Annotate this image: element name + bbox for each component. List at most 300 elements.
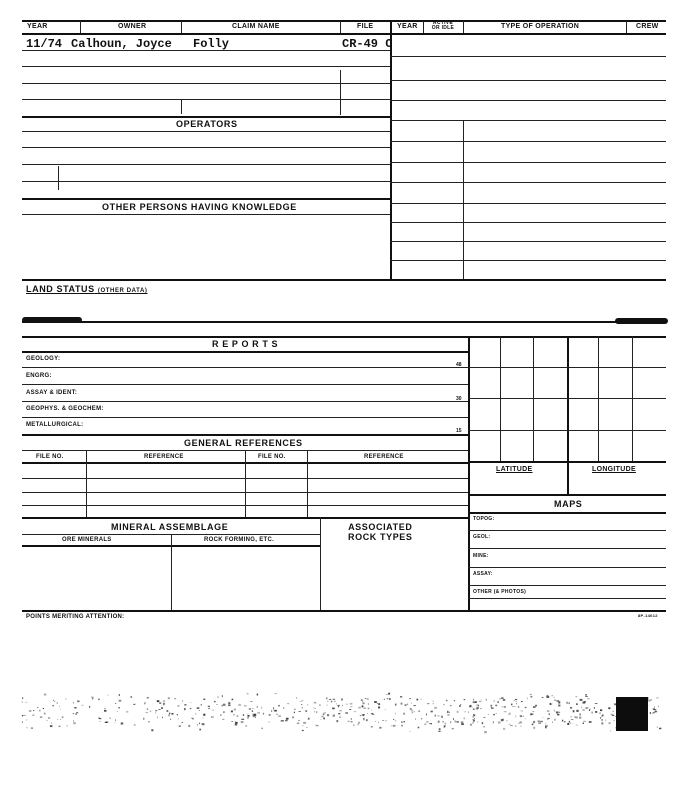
scan-noise-speck xyxy=(257,706,258,708)
header-divider xyxy=(80,21,81,33)
map-mine: MINE: xyxy=(473,553,489,559)
entry-file: CR-49 C xyxy=(342,37,393,51)
scan-noise-speck xyxy=(657,727,658,728)
scan-noise-speck xyxy=(73,722,75,724)
scan-noise-speck xyxy=(530,694,532,695)
scan-noise-speck xyxy=(513,706,514,707)
scan-noise-speck xyxy=(104,710,107,712)
scan-noise-speck xyxy=(533,727,535,729)
right-divider xyxy=(463,120,464,279)
owner-row-line xyxy=(22,83,390,84)
scan-noise-speck xyxy=(360,715,362,716)
scan-noise-speck xyxy=(443,704,445,705)
scan-noise-speck xyxy=(323,718,325,720)
scan-noise-speck xyxy=(177,714,178,715)
scan-noise-speck xyxy=(241,719,244,720)
operation-row-line xyxy=(390,241,666,242)
scan-noise-speck xyxy=(294,712,295,713)
scan-noise-speck xyxy=(439,728,441,730)
scan-noise-speck xyxy=(362,714,365,715)
scan-noise-speck xyxy=(331,701,332,703)
land-status-title xyxy=(26,284,148,294)
scan-noise-speck xyxy=(25,702,28,703)
map-topog: TOPOG: xyxy=(473,516,495,522)
associated-line: ASSOCIATED xyxy=(348,522,413,532)
report-assay: ASSAY & IDENT: xyxy=(26,390,78,396)
scan-noise-speck xyxy=(515,701,517,702)
scan-noise-speck xyxy=(313,707,314,708)
form-number: 8P-14612 xyxy=(638,613,658,618)
header-owner: OWNER xyxy=(118,23,147,30)
scan-noise-speck xyxy=(199,710,200,711)
scan-noise-speck xyxy=(412,710,413,712)
scan-noise-speck xyxy=(333,715,335,717)
scan-noise-speck xyxy=(566,702,568,704)
scan-noise-speck xyxy=(488,714,489,715)
scan-noise-speck xyxy=(521,701,523,702)
scan-noise-speck xyxy=(531,696,533,698)
scan-noise-speck xyxy=(366,719,368,721)
header-file: FILE xyxy=(357,23,374,30)
scan-noise-speck xyxy=(385,721,387,722)
scan-noise-speck xyxy=(538,722,541,723)
scan-noise-speck xyxy=(518,723,520,724)
scan-noise-speck xyxy=(450,721,451,723)
scan-noise-speck xyxy=(26,720,28,721)
entry-claim-name: Folly xyxy=(193,37,230,51)
scan-noise-speck xyxy=(511,704,512,706)
scan-noise-speck xyxy=(595,703,598,704)
scan-noise-speck xyxy=(192,718,194,719)
scan-noise-speck xyxy=(43,708,44,709)
scan-noise-speck xyxy=(130,696,132,697)
scan-noise-speck xyxy=(438,731,440,732)
scan-noise-speck xyxy=(327,701,328,702)
operators-top-line xyxy=(22,116,390,118)
scan-noise-speck xyxy=(349,709,351,710)
scan-noise-speck xyxy=(317,725,319,726)
scan-noise-speck xyxy=(339,710,342,711)
scan-noise-speck xyxy=(576,710,578,712)
scan-noise-speck xyxy=(327,705,328,706)
scan-noise-speck xyxy=(515,715,516,717)
scan-noise-speck xyxy=(582,707,583,709)
scan-noise-speck xyxy=(576,725,578,726)
scan-noise-speck xyxy=(162,717,163,718)
scan-noise-speck xyxy=(648,700,651,702)
scan-noise-speck xyxy=(163,700,165,702)
scan-noise-speck xyxy=(395,713,396,715)
scan-noise-speck xyxy=(594,707,595,709)
scan-noise-speck xyxy=(379,727,381,729)
scan-noise-speck xyxy=(247,715,249,716)
scan-noise-speck xyxy=(22,697,23,699)
scan-noise-speck xyxy=(249,709,251,710)
scan-noise-speck xyxy=(510,712,511,713)
scan-noise-speck xyxy=(404,721,405,722)
land-status-sub: (OTHER DATA) xyxy=(97,288,148,294)
report-geology: GEOLOGY: xyxy=(26,356,61,362)
scan-noise-speck xyxy=(47,720,48,721)
scan-noise-speck xyxy=(438,721,440,723)
rock-forming-label: ROCK FORMING, ETC. xyxy=(204,537,275,543)
scan-noise-speck xyxy=(459,705,461,707)
scan-noise-speck xyxy=(57,719,58,720)
scan-noise-speck xyxy=(600,712,601,714)
scan-noise-speck xyxy=(188,725,190,727)
scan-noise-speck xyxy=(479,701,481,702)
scan-noise-speck xyxy=(339,717,341,718)
scan-noise-speck xyxy=(474,718,475,719)
scan-noise-speck xyxy=(268,722,270,723)
scan-noise-speck xyxy=(237,715,239,717)
scan-noise-speck xyxy=(59,706,60,708)
ref-file-no: FILE NO. xyxy=(36,454,64,460)
other-persons-header-line xyxy=(22,214,390,215)
other-persons-title: OTHER PERSONS HAVING KNOWLEDGE xyxy=(102,202,297,212)
scan-noise-speck xyxy=(585,696,588,697)
scan-noise-speck xyxy=(338,706,339,708)
scan-noise-speck xyxy=(323,714,325,715)
map-row-line xyxy=(468,598,666,599)
entry-owner: Calhoun, Joyce xyxy=(71,37,172,51)
scan-noise-speck xyxy=(81,705,83,706)
scan-noise-speck xyxy=(484,731,487,733)
scan-noise-speck xyxy=(197,707,200,709)
scan-noise-speck xyxy=(543,717,544,718)
scan-noise-speck xyxy=(569,702,570,704)
scan-noise-speck xyxy=(364,708,366,709)
scan-noise-speck xyxy=(473,709,475,710)
scan-noise-speck xyxy=(201,704,202,705)
grid-line xyxy=(468,430,666,431)
scan-noise-speck xyxy=(292,717,293,719)
scan-noise-speck xyxy=(385,709,386,710)
scan-noise-speck xyxy=(235,722,238,724)
scan-noise-speck xyxy=(530,714,532,716)
scan-noise-speck xyxy=(327,714,329,716)
scan-noise-speck xyxy=(656,697,659,698)
scan-noise-speck xyxy=(554,710,555,712)
scan-noise-speck xyxy=(182,700,183,701)
scan-noise-speck xyxy=(261,728,263,729)
scan-noise-speck xyxy=(99,718,100,720)
scan-noise-speck xyxy=(50,725,53,727)
mineral-divider xyxy=(171,535,172,610)
scan-noise-speck xyxy=(388,693,390,695)
scan-noise-speck xyxy=(190,708,192,709)
scan-noise-speck xyxy=(263,714,265,715)
reports-top-line xyxy=(22,336,666,338)
scan-noise-speck xyxy=(480,708,482,709)
scan-noise-speck xyxy=(217,697,219,698)
scan-noise-speck xyxy=(245,725,247,727)
scan-noise-speck xyxy=(583,721,586,722)
scan-noise-speck xyxy=(178,705,180,707)
scan-noise-speck xyxy=(516,725,517,727)
scan-noise-speck xyxy=(452,728,454,729)
associated-rock-types-title xyxy=(348,522,413,542)
scan-noise-speck xyxy=(286,719,288,721)
grid-line xyxy=(468,367,666,368)
scan-noise-speck xyxy=(545,724,546,725)
grid-line xyxy=(468,398,666,399)
scan-noise-speck xyxy=(115,703,116,704)
scan-noise-speck xyxy=(117,711,118,712)
scan-noise-speck xyxy=(527,698,528,700)
scan-noise-speck xyxy=(575,717,578,719)
scan-noise-speck xyxy=(515,699,517,700)
scan-noise-speck xyxy=(386,694,388,695)
scan-noise-speck xyxy=(320,719,321,720)
scan-noise-speck xyxy=(66,698,67,699)
scan-noise-speck xyxy=(472,722,474,724)
scan-noise-speck xyxy=(248,717,249,719)
scan-noise-speck xyxy=(447,715,449,716)
scan-noise-speck xyxy=(555,719,556,721)
scan-noise-speck xyxy=(324,712,327,713)
scan-noise-speck xyxy=(418,727,420,729)
scan-noise-speck xyxy=(446,700,447,701)
scan-noise-speck xyxy=(278,715,281,716)
scan-noise-speck xyxy=(336,703,337,704)
scan-noise-speck xyxy=(427,703,429,704)
scan-noise-speck xyxy=(297,723,300,724)
scan-noise-speck xyxy=(91,697,94,698)
scan-noise-speck xyxy=(547,711,550,712)
scan-noise-speck xyxy=(89,706,90,708)
scan-noise-speck xyxy=(570,716,572,717)
scan-noise-speck xyxy=(319,704,320,705)
scan-noise-speck xyxy=(115,722,116,723)
scan-noise-speck xyxy=(73,702,74,704)
scan-noise-speck xyxy=(336,720,338,722)
scan-noise-speck xyxy=(387,698,389,699)
scan-noise-speck xyxy=(520,715,522,717)
scan-noise-speck xyxy=(254,714,257,716)
rock-types-line: ROCK TYPES xyxy=(348,532,413,542)
scan-noise-speck xyxy=(473,701,475,703)
land-status-bottom-line xyxy=(22,321,666,323)
scan-noise-speck xyxy=(653,712,655,713)
mineral-assemblage-title: MINERAL ASSEMBLAGE xyxy=(111,522,229,532)
report-row-line xyxy=(22,401,468,402)
scan-noise-speck xyxy=(521,726,522,727)
scan-noise-speck xyxy=(363,702,365,704)
maps-top-line xyxy=(468,494,666,496)
scan-noise-speck xyxy=(504,706,506,708)
scan-noise-speck xyxy=(559,712,561,713)
scan-noise-speck xyxy=(658,706,659,708)
scan-noise-speck xyxy=(199,723,200,725)
scan-noise-speck xyxy=(457,711,459,713)
scan-noise-speck xyxy=(234,714,235,715)
scan-noise-speck xyxy=(220,714,221,716)
scan-noise-speck xyxy=(221,705,223,707)
scan-noise-speck xyxy=(478,705,479,707)
upper-form-bottom-line xyxy=(22,279,666,281)
scan-noise-speck xyxy=(184,704,186,706)
scan-noise-speck xyxy=(350,703,353,705)
scan-noise-speck xyxy=(470,705,472,707)
scan-noise-speck xyxy=(483,717,485,718)
reports-header-line xyxy=(22,351,468,353)
scan-noise-speck xyxy=(278,705,280,707)
scan-noise-speck xyxy=(557,712,558,713)
scan-noise-speck xyxy=(395,720,396,721)
scan-noise-speck xyxy=(367,713,368,714)
left-divider xyxy=(340,70,341,115)
scan-noise-speck xyxy=(244,705,247,706)
scan-noise-speck xyxy=(298,720,300,721)
scan-noise-speck xyxy=(573,723,574,724)
map-row-line xyxy=(468,530,666,531)
map-assay: ASSAY: xyxy=(473,571,493,577)
scan-noise-speck xyxy=(157,700,160,702)
scan-noise-speck xyxy=(433,703,434,704)
header-divider xyxy=(181,21,182,33)
scan-noise-speck xyxy=(443,721,444,722)
scan-noise-speck xyxy=(502,707,504,708)
scan-noise-speck xyxy=(503,718,504,720)
scan-noise-speck xyxy=(401,703,403,705)
map-row-line xyxy=(468,585,666,586)
scan-noise-speck xyxy=(377,703,378,704)
scan-noise-speck xyxy=(497,701,499,703)
maps-title: MAPS xyxy=(554,499,583,509)
scan-noise-speck xyxy=(57,703,58,704)
scan-noise-band xyxy=(20,690,670,770)
scan-noise-speck xyxy=(403,713,405,715)
scan-noise-speck xyxy=(314,702,317,704)
scan-noise-speck xyxy=(431,711,433,713)
scan-noise-speck xyxy=(363,718,365,719)
owner-row-line xyxy=(22,99,390,100)
scan-noise-speck xyxy=(601,722,603,724)
scan-noise-speck xyxy=(332,708,335,710)
scan-noise-speck xyxy=(329,699,331,700)
scan-noise-speck xyxy=(482,723,483,724)
scan-noise-speck xyxy=(585,694,587,695)
scan-noise-speck xyxy=(564,721,565,722)
scan-noise-speck xyxy=(174,698,176,699)
scan-noise-speck xyxy=(169,714,170,716)
scan-noise-speck xyxy=(326,697,328,699)
operators-row-line xyxy=(22,164,390,165)
scan-noise-speck xyxy=(378,707,380,709)
scan-noise-speck xyxy=(410,731,411,732)
scan-noise-speck xyxy=(73,720,74,722)
scan-noise-speck xyxy=(361,699,363,701)
header-active-or-idle xyxy=(423,21,463,31)
header-divider xyxy=(626,21,627,33)
scan-noise-speck xyxy=(62,717,64,718)
scan-noise-speck xyxy=(59,726,61,727)
scan-noise-speck xyxy=(465,712,466,713)
operation-row-line xyxy=(390,203,666,204)
scan-noise-speck xyxy=(464,699,466,700)
scan-noise-speck xyxy=(303,722,306,724)
scan-noise-speck xyxy=(374,701,377,703)
scan-noise-speck xyxy=(589,710,590,712)
scan-noise-speck xyxy=(659,728,661,730)
scan-noise-speck xyxy=(145,712,148,713)
map-geol: GEOL: xyxy=(473,534,491,540)
scan-noise-speck xyxy=(73,713,74,714)
scan-noise-speck xyxy=(545,726,547,728)
scan-noise-speck xyxy=(214,701,216,702)
scan-noise-speck xyxy=(493,721,494,723)
scan-noise-speck xyxy=(223,711,225,713)
scan-noise-speck xyxy=(523,716,524,717)
scan-noise-speck xyxy=(257,694,258,696)
scan-noise-speck xyxy=(378,703,380,705)
scan-noise-speck xyxy=(550,703,551,705)
scan-noise-speck xyxy=(570,707,572,709)
scan-noise-speck xyxy=(271,710,272,712)
operators-header-line xyxy=(22,131,390,132)
scan-noise-speck xyxy=(393,719,394,720)
scan-noise-speck xyxy=(202,723,205,725)
scan-noise-speck xyxy=(421,698,422,700)
scan-noise-speck xyxy=(302,725,303,726)
scan-noise-speck xyxy=(110,718,111,719)
scan-noise-speck xyxy=(363,718,365,720)
scan-noise-speck xyxy=(580,699,583,701)
scan-noise-speck xyxy=(490,705,492,707)
header-divider xyxy=(340,21,341,33)
scan-noise-speck xyxy=(558,705,560,707)
scan-noise-speck xyxy=(197,724,198,725)
scan-noise-speck xyxy=(605,719,606,721)
scan-noise-speck xyxy=(190,702,191,703)
scan-noise-speck xyxy=(491,708,494,709)
scan-noise-speck xyxy=(486,699,487,701)
scan-noise-speck xyxy=(362,705,364,707)
scan-noise-speck xyxy=(612,715,614,716)
scan-noise-speck xyxy=(518,706,519,708)
header-idle-line: OR IDLE xyxy=(431,25,455,31)
scan-noise-speck xyxy=(570,723,571,724)
scan-noise-speck xyxy=(401,721,403,723)
scan-noise-speck xyxy=(208,708,210,709)
scan-noise-speck xyxy=(234,709,236,711)
scan-noise-speck xyxy=(579,713,581,715)
header-bottom-border xyxy=(22,33,666,35)
top-border xyxy=(22,20,666,22)
scan-noise-speck xyxy=(342,705,343,706)
scan-noise-speck xyxy=(481,700,482,701)
header-divider xyxy=(423,21,424,33)
scan-noise-speck xyxy=(231,721,232,722)
scan-noise-speck xyxy=(316,711,317,712)
scan-noise-speck xyxy=(494,700,495,702)
scan-noise-speck xyxy=(535,705,537,707)
report-metallurgical: METALLURGICAL: xyxy=(26,422,84,428)
scan-noise-speck xyxy=(247,714,248,715)
scan-noise-speck xyxy=(460,704,461,705)
scan-noise-speck xyxy=(371,710,372,711)
scan-noise-speck xyxy=(296,697,297,698)
scan-noise-speck xyxy=(601,715,602,717)
scan-noise-speck xyxy=(255,717,256,718)
scan-noise-speck xyxy=(195,713,196,715)
general-references-title: GENERAL REFERENCES xyxy=(184,438,303,448)
scan-noise-speck xyxy=(74,707,76,708)
scan-noise-speck xyxy=(302,700,303,701)
scan-noise-speck xyxy=(554,700,556,701)
scan-noise-speck xyxy=(168,697,170,699)
